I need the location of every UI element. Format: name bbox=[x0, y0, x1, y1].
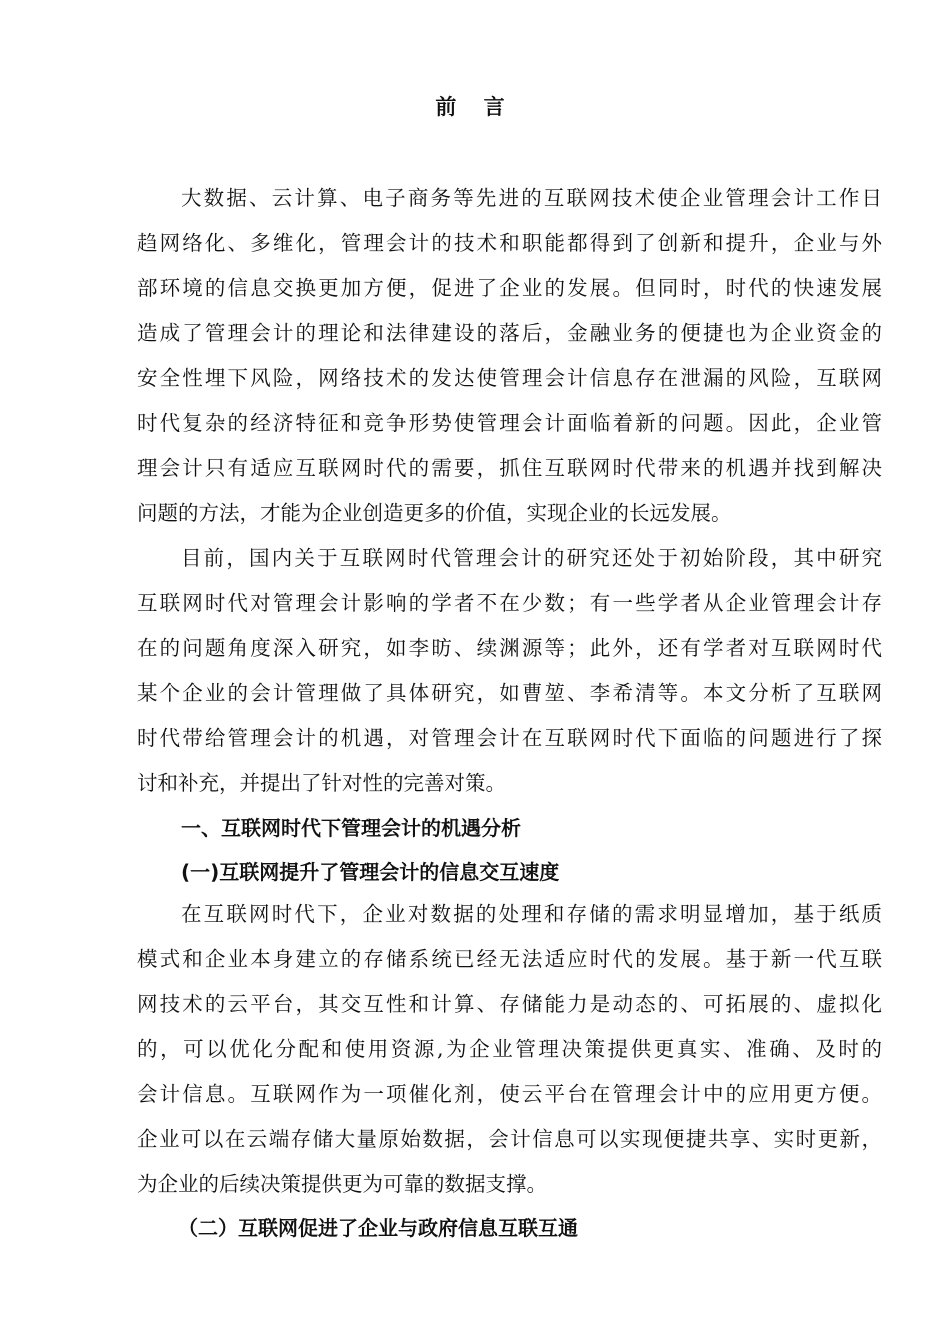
paragraph-2-line-2: 互联网时代对管理会计影响的学者不在少数；有一些学者从企业管理会计存 bbox=[137, 591, 882, 615]
paragraph-1-line-2: 趋网络化、多维化，管理会计的技术和职能都得到了创新和提升，企业与外 bbox=[137, 231, 882, 255]
paragraph-1-line-1: 大数据、云计算、电子商务等先进的互联网技术使企业管理会计工作日 bbox=[181, 186, 882, 210]
paragraph-2-line-4: 某个企业的会计管理做了具体研究，如曹堃、李希清等。本文分析了互联网 bbox=[137, 681, 882, 705]
paragraph-1-line-4: 造成了管理会计的理论和法律建设的落后，金融业务的便捷也为企业资金的 bbox=[137, 321, 882, 345]
subsection-1-line-4: 的，可以优化分配和使用资源,为企业管理决策提供更真实、准确、及时的 bbox=[137, 1037, 882, 1061]
subsection-1-line-3: 网技术的云平台，其交互性和计算、存储能力是动态的、可拓展的、虚拟化 bbox=[137, 992, 882, 1016]
paragraph-1-line-7: 理会计只有适应互联网时代的需要，抓住互联网时代带来的机遇并找到解决 bbox=[137, 456, 882, 480]
paragraph-1-line-8: 问题的方法，才能为企业创造更多的价值，实现企业的长远发展。 bbox=[137, 501, 732, 525]
paragraph-2-line-5: 时代带给管理会计的机遇，对管理会计在互联网时代下面临的问题进行了探 bbox=[137, 726, 882, 750]
subsection-1-line-6: 企业可以在云端存储大量原始数据，会计信息可以实现便捷共享、实时更新， bbox=[137, 1127, 882, 1151]
subsection-heading-1: (一)互联网提升了管理会计的信息交互速度 bbox=[181, 860, 560, 884]
paragraph-2-line-3: 在的问题角度深入研究，如李昉、续渊源等；此外，还有学者对互联网时代 bbox=[137, 636, 882, 660]
paragraph-2-line-6: 讨和补充，并提出了针对性的完善对策。 bbox=[137, 771, 506, 795]
subsection-1-line-1: 在互联网时代下，企业对数据的处理和存储的需求明显增加，基于纸质 bbox=[181, 902, 882, 926]
subsection-heading-2: （二）互联网促进了企业与政府信息互联互通 bbox=[178, 1216, 578, 1240]
paragraph-1-line-6: 时代复杂的经济特征和竞争形势使管理会计面临着新的问题。因此，企业管 bbox=[137, 411, 882, 435]
section-heading: 一、互联网时代下管理会计的机遇分析 bbox=[181, 816, 521, 840]
subsection-1-line-5: 会计信息。互联网作为一项催化剂，使云平台在管理会计中的应用更方便。 bbox=[137, 1082, 882, 1106]
paragraph-2-line-1: 目前，国内关于互联网时代管理会计的研究还处于初始阶段，其中研究 bbox=[181, 546, 882, 570]
subsection-1-line-7: 为企业的后续决策提供更为可靠的数据支撑。 bbox=[137, 1172, 547, 1196]
paragraph-1-line-3: 部环境的信息交换更加方便，促进了企业的发展。但同时，时代的快速发展 bbox=[137, 276, 882, 300]
subsection-1-line-2: 模式和企业本身建立的存储系统已经无法适应时代的发展。基于新一代互联 bbox=[137, 947, 882, 971]
page-title: 前 言 bbox=[435, 95, 515, 119]
paragraph-1-line-5: 安全性埋下风险，网络技术的发达使管理会计信息存在泄漏的风险，互联网 bbox=[137, 366, 882, 390]
